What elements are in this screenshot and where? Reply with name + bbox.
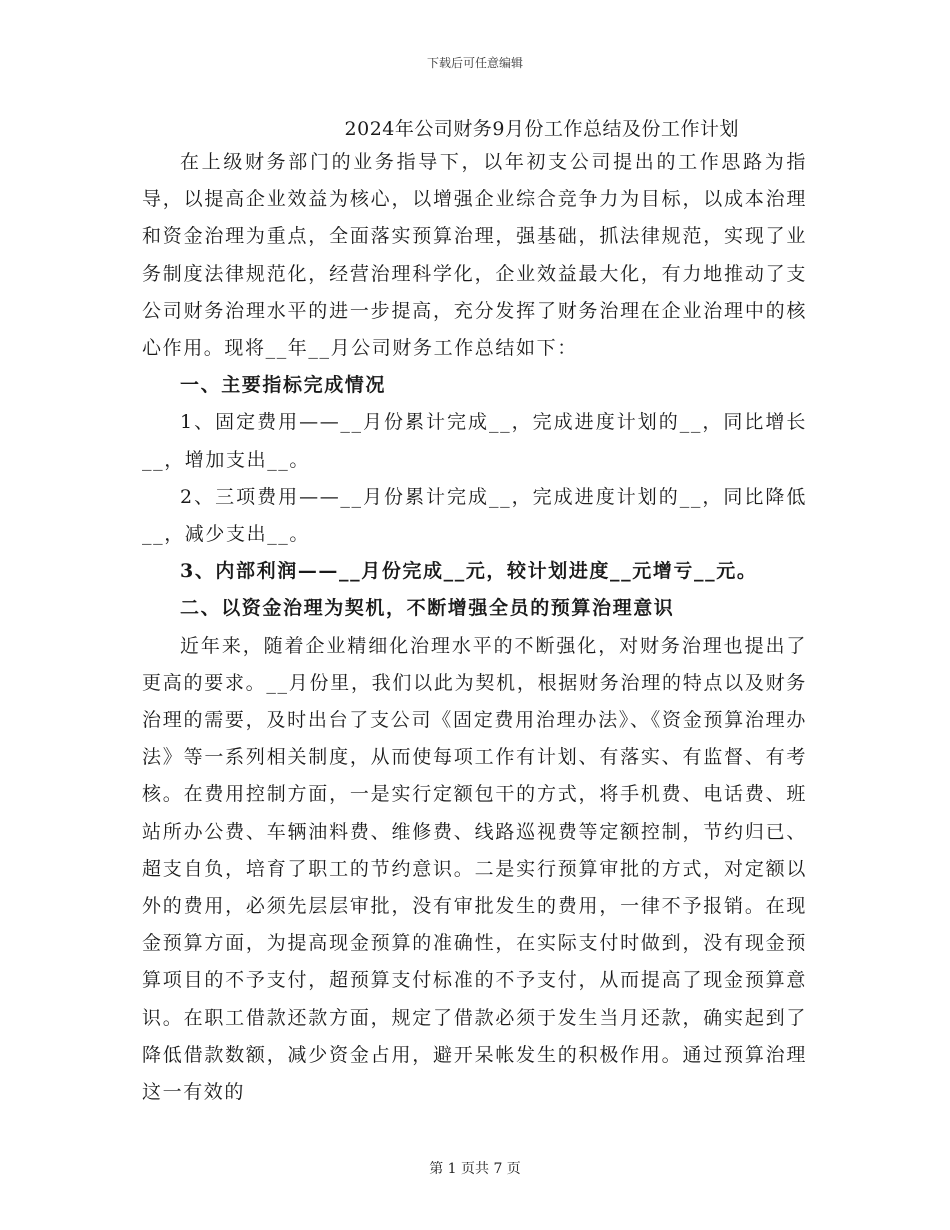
indicator-item-fixed-costs: 1、固定费用——__月份累计完成__，完成进度计划的__，同比增长__，增加支出__。 xyxy=(142,411,807,471)
intro-paragraph: 在上级财务部门的业务指导下，以年初支公司提出的工作思路为指导，以提高企业效益为核心，以增强企业综合竞争力为目标，以成本治理和资金治理为重点，全面落实预算治理，强基础，抓法律规范，实现了业务制度法律规范化，经营治理科学化，企业效益最大化，有力地推动了支公司财务治理水平的进一步提高，充分发挥了财务治理在企业治理中的核心作用。现将__年__月公司财务工作总结如下： xyxy=(142,151,807,360)
page-header-note: 下载后可任意编辑 xyxy=(426,56,523,70)
section-heading-budget-management: 二、以资金治理为契机，不断增强全员的预算治理意识 xyxy=(180,597,675,620)
page-number: 第 1 页共 7 页 xyxy=(429,1161,521,1177)
indicator-item-three-costs: 2、三项费用——__月份累计完成__，完成进度计划的__，同比降低__，减少支出__。 xyxy=(142,485,807,546)
section-heading-main-indicators: 一、主要指标完成情况 xyxy=(180,374,387,397)
budget-management-paragraph: 近年来，随着企业精细化治理水平的不断强化，对财务治理也提出了更高的要求。__月份里，我们以此为契机，根据财务治理的特点以及财务治理的需要，及时出台了支公司《固定费用治理办法》、《资金预算治理办法》等一系列相关制度，从而使每项工作有计划、有落实、有监督、有考核。在费用控制方面，一是实行定额包干的方式，将手机费、电话费、班站所办公费、车辆油料费、维修费、线路巡视费等定额控制，节约归已、超支自负，培育了职工的节约意识。二是实行预算审批的方式，对定额以外的费用，必须先层层审批，没有审批发生的费用，一律不予报销。在现金预算方面，为提高现金预算的准确性，在实际支付时做到，没有现金预算项目的不予支付，超预算支付标准的不予支付，从而提高了现金预算意识。在职工借款还款方面，规定了借款必须于发生当月还款，确实起到了降低借款数额，减少资金占用，避开呆帐发生的积极作用。通过预算治理这一有效的 xyxy=(142,634,807,1104)
indicator-item-internal-profit: 3、内部利润——__月份完成__元，较计划进度__元增亏__元。 xyxy=(180,560,758,583)
document-body xyxy=(142,114,807,1111)
document-title: 2024年公司财务9月份工作总结及份工作计划 xyxy=(344,118,739,140)
